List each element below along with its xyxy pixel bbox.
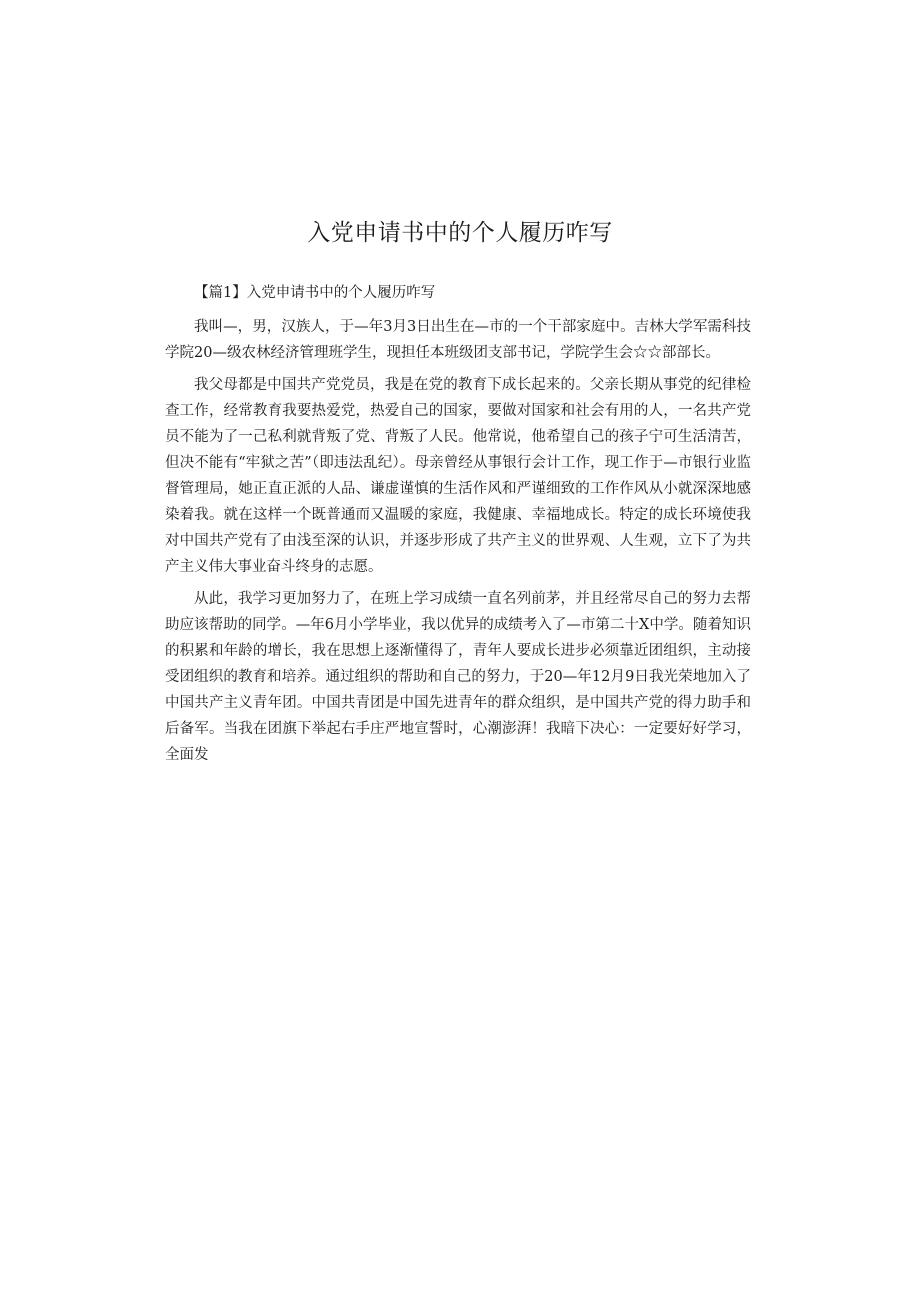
- paragraph-education-history: 从此，我学习更加努力了，在班上学习成绩一直名列前茅，并且经常尽自己的努力去帮助应该帮助的同学。—年6月小学毕业，我以优异的成绩考入了—市第二十X中学。随着知识的积累和年龄的增长，我在思想上逐渐懂得了，青年人要成长进步必须靠近团组织，主动接受团组织的教育和培养。通过组织的帮助和自己的努力，于20—年12月9日我光荣地加入了中国共产主义青年团。中国共青团是中国先进青年的群众组织，是中国共产党的得力助手和后备军。当我在团旗下举起右手庄严地宣誓时，心潮澎湃！我暗下决心：一定要好好学习，全面发: [165, 591, 751, 763]
- paragraph-personal-info: 我叫—，男，汉族人，于—年3月3日出生在—市的一个干部家庭中。吉林大学军需科技学院20—级农林经济管理班学生，现担任本班级团支部书记，学院学生会☆☆部部长。: [165, 319, 751, 361]
- page-title: 入党申请书中的个人履历咋写: [307, 220, 613, 246]
- document-body: [165, 280, 751, 774]
- section-heading: 【篇1】入党申请书中的个人履历咋写: [194, 285, 436, 301]
- paragraph-family-background: 我父母都是中国共产党党员，我是在党的教育下成长起来的。父亲长期从事党的纪律检查工作，经常教育我要热爱党，热爱自己的国家，要做对国家和社会有用的人，一名共产党员不能为了一己私利就背叛了党、背叛了人民。他常说，他希望自己的孩子宁可生活清苦，但决不能有“牢狱之苦”（即违法乱纪）。母亲曾经从事银行会计工作，现工作于—市银行业监督管理局，她正直正派的人品、谦虚谨慎的生活作风和严谨细致的工作作风从小就深深地感染着我。就在这样一个既普通而又温暖的家庭，我健康、幸福地成长。特定的成长环境使我对中国共产党有了由浅至深的认识，并逐步形成了共产主义的世界观、人生观，立下了为共产主义伟大事业奋斗终身的志愿。: [165, 377, 751, 575]
